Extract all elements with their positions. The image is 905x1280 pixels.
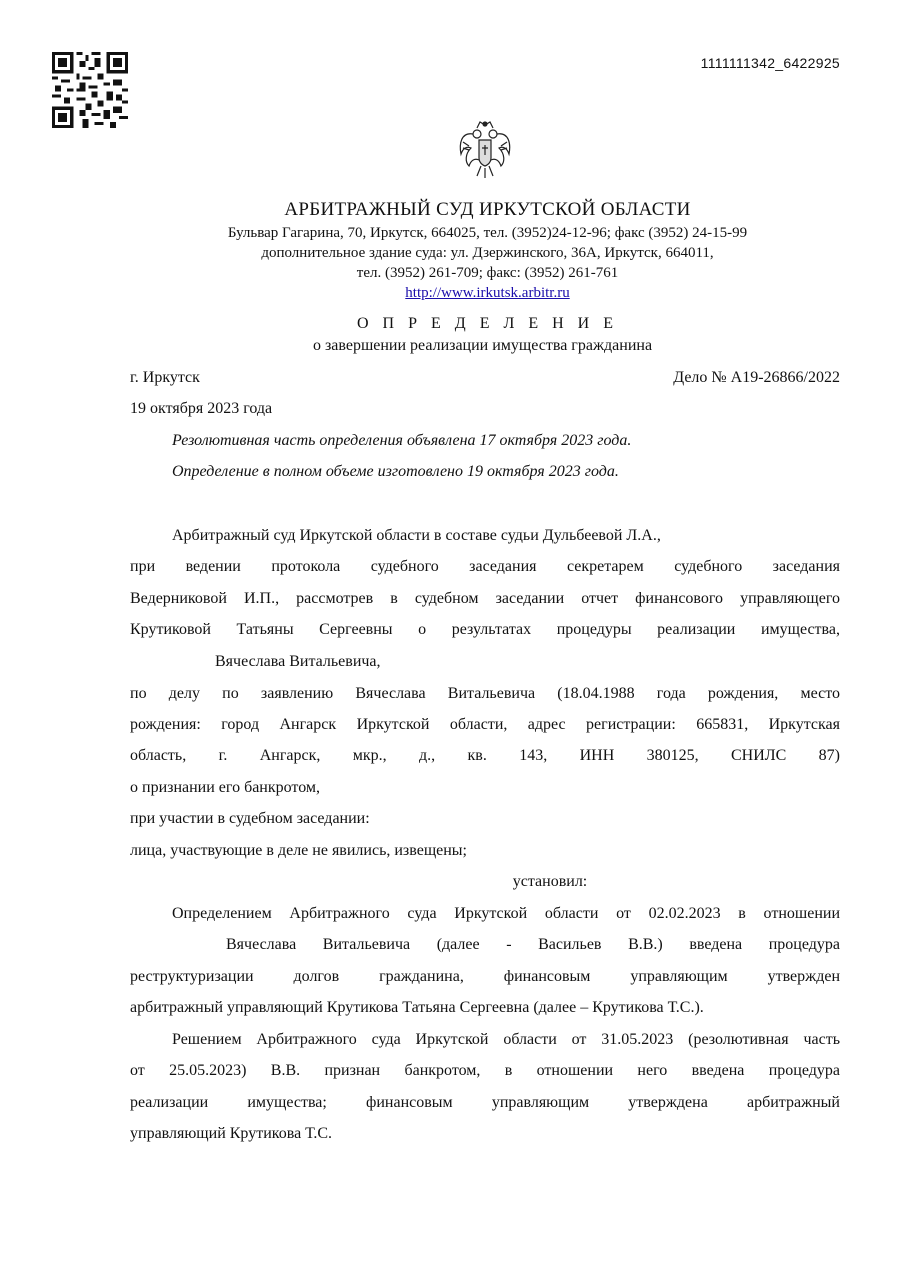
document-subtitle: о завершении реализации имущества гражданина: [312, 337, 653, 354]
document-id: 1111111342_6422925: [700, 55, 840, 71]
paragraph-line: управляющий Крутикова Т.С.: [130, 1125, 333, 1142]
paragraph-line: реструктуризации долгов гражданина, финансовым управляющим утвержден: [130, 968, 840, 985]
paragraph-line: арбитражный управляющий Крутикова Татьяна Сергеевна (далее – Крутикова Т.С.).: [130, 999, 704, 1016]
body-line: рождения: город Ангарск Иркутской области, адрес регистрации: 665831, Иркутская: [130, 716, 840, 733]
court-address-line: тел. (3952) 261-709; факс: (3952) 261-761: [356, 265, 619, 281]
established-heading: установил:: [512, 873, 588, 890]
document-title: О П Р Е Д Е Л Е Н И Е: [357, 315, 618, 332]
court-address-line: дополнительное здание суда: ул. Дзержинского, 36А, Иркутск, 664011,: [261, 245, 714, 261]
court-website-link[interactable]: http://www.irkutsk.arbitr.ru: [405, 285, 570, 301]
paragraph-line: от 25.05.2023) В.В. признан банкротом, в отношении него введена процедура: [130, 1062, 840, 1079]
body-line: о признании его банкротом,: [130, 779, 321, 796]
body-line: Крутиковой Татьяны Сергеевны о результатах процедуры реализации имущества,: [130, 621, 840, 638]
document-date: 19 октября 2023 года: [130, 400, 273, 417]
full-text-note: Определение в полном объеме изготовлено 19 октября 2023 года.: [172, 463, 619, 480]
paragraph-line: Определением Арбитражного суда Иркутской области от 02.02.2023 в отношении: [172, 905, 840, 922]
body-line: область, г. Ангарск, мкр., д., кв. 143, ИНН 380125, СНИЛС 87): [130, 747, 840, 764]
court-website-wrapper: [0, 283, 905, 303]
qr-code: [52, 52, 128, 128]
court-name: АРБИТРАЖНЫЙ СУД ИРКУТСКОЙ ОБЛАСТИ: [284, 199, 691, 220]
body-line: по делу по заявлению Вячеслава Витальевича (18.04.1988 года рождения, место: [130, 685, 840, 702]
coat-of-arms-emblem: [455, 118, 515, 180]
paragraph-line: Вячеслава Витальевича (далее - Васильев В.В.) введена процедура: [226, 936, 840, 953]
city-line: [130, 368, 840, 388]
paragraph-line: реализации имущества; финансовым управляющим утверждена арбитражный: [130, 1094, 840, 1111]
resolution-note: Резолютивная часть определения объявлена 17 октября 2023 года.: [172, 432, 632, 449]
body-line: при участии в судебном заседании:: [130, 810, 370, 827]
case-number: Дело № А19-26866/2022: [673, 369, 840, 386]
court-address-line: Бульвар Гагарина, 70, Иркутск, 664025, тел. (3952)24-12-96; факс (3952) 24-15-99: [227, 225, 748, 241]
body-line: Арбитражный суд Иркутской области в составе судьи Дульбеевой Л.А.,: [172, 527, 661, 544]
body-line: при ведении протокола судебного заседания секретарем судебного заседания: [130, 558, 840, 575]
paragraph-line: Решением Арбитражного суда Иркутской области от 31.05.2023 (резолютивная часть: [172, 1031, 840, 1048]
body-line: Вячеслава Витальевича,: [215, 653, 381, 670]
body-line: Ведерниковой И.П., рассмотрев в судебном заседании отчет финансового управляющего: [130, 590, 840, 607]
city: г. Иркутск: [130, 369, 200, 386]
body-line: лица, участвующие в деле не явились, извещены;: [130, 842, 467, 859]
